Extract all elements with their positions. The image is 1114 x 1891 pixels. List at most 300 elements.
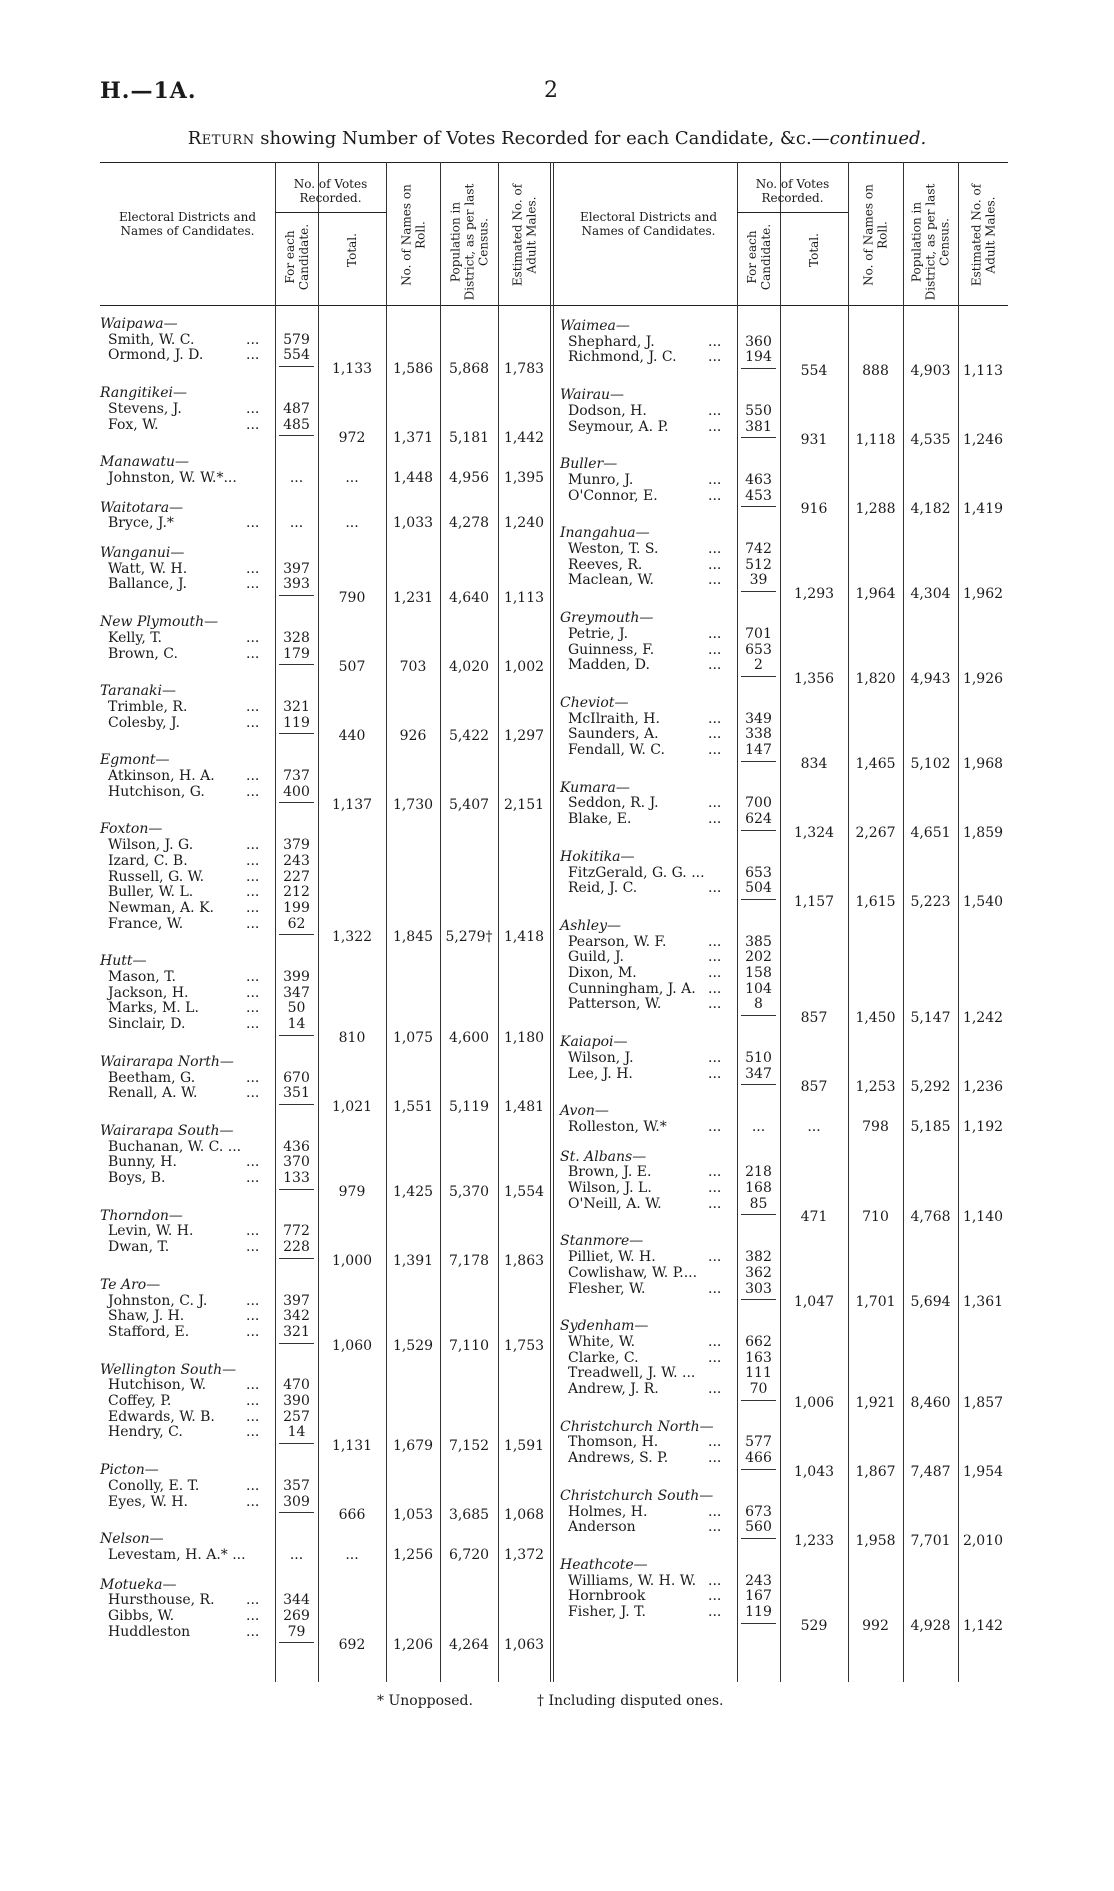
district-total: 529 — [800, 1617, 828, 1634]
names-on-roll: 1,206 — [392, 1637, 434, 1654]
names-on-roll: 1,253 — [855, 1079, 896, 1096]
candidate-votes: ... — [751, 1118, 766, 1135]
district-name: Cheviot— — [560, 694, 629, 711]
district-total: 857 — [800, 1010, 828, 1027]
leader-dots: ... — [246, 837, 260, 854]
district-total: 471 — [800, 1209, 828, 1226]
candidate-votes: 504 — [745, 880, 772, 897]
candidate-name: Kelly, T. — [108, 629, 163, 646]
leader-dots: ... — [246, 698, 260, 715]
population: 5,694 — [910, 1294, 951, 1311]
adult-males: 1,859 — [962, 824, 1004, 841]
candidate-name: Levin, W. H. — [108, 1223, 194, 1240]
leader-dots: ... — [246, 1493, 260, 1510]
candidate-name: Cunningham, J. A. — [568, 980, 696, 997]
population: 4,304 — [910, 586, 951, 603]
district-name: Picton— — [100, 1462, 159, 1479]
leader-dots: ... — [246, 969, 260, 985]
table-center-divider — [550, 162, 551, 1682]
names-on-roll: 926 — [399, 728, 427, 745]
candidate-votes: 453 — [745, 487, 772, 504]
population: 4,768 — [910, 1209, 951, 1226]
leader-dots: ... — [708, 471, 722, 488]
leader-dots: ... — [708, 710, 722, 727]
names-on-roll: 1,231 — [392, 590, 434, 607]
candidate-votes: 202 — [745, 949, 772, 966]
candidate-name: Clarke, C. — [568, 1349, 639, 1366]
district-name: Egmont— — [100, 752, 170, 769]
district-total: 1,293 — [793, 586, 835, 603]
district-name: Christchurch North— — [560, 1418, 714, 1435]
leader-dots: ... — [708, 742, 722, 758]
population: 4,928 — [910, 1617, 951, 1634]
footnote-disputed: † Including disputed ones. — [537, 1693, 724, 1709]
candidate-votes: 257 — [283, 1408, 310, 1425]
candidate-name: Fendall, W. C. — [568, 742, 665, 758]
sum-rule — [741, 437, 776, 438]
leader-dots: ... — [246, 1608, 260, 1624]
district-total: 1,043 — [793, 1463, 835, 1480]
column-header-total: Total. — [345, 233, 359, 267]
district-total: 810 — [338, 1029, 366, 1046]
district-total: 1,021 — [331, 1098, 373, 1115]
district-name: Manawatu— — [100, 454, 190, 471]
candidate-name: Hornbrook — [568, 1588, 646, 1605]
candidate-votes: 321 — [283, 698, 310, 715]
district-name: Rangitikei— — [100, 385, 188, 402]
candidate-name: Johnston, C. J. — [108, 1292, 208, 1309]
population: 5,292 — [910, 1079, 951, 1096]
candidate-votes: 111 — [745, 1365, 772, 1382]
leader-dots: ... — [708, 1049, 722, 1066]
leader-dots: ... — [708, 1450, 722, 1467]
candidate-votes: 436 — [283, 1138, 310, 1155]
leader-dots: ... — [708, 1280, 722, 1297]
leader-dots: ... — [708, 1164, 722, 1181]
district-name: Hokitika— — [560, 848, 635, 865]
candidate-name: Hendry, C. — [108, 1424, 183, 1441]
candidate-votes: 2 — [754, 657, 763, 674]
candidate-name: Johnston, W. W.*... — [108, 469, 237, 486]
candidate-name: Brown, C. — [108, 645, 178, 662]
candidate-votes: 218 — [745, 1164, 772, 1181]
leader-dots: ... — [708, 657, 722, 674]
candidate-name: Smith, W. C. — [108, 331, 195, 348]
names-on-roll: 1,053 — [392, 1507, 434, 1524]
candidate-name: Pearson, W. F. — [568, 933, 667, 950]
leader-dots: ... — [708, 965, 722, 981]
candidate-name: Dwan, T. — [108, 1239, 170, 1256]
column-header-each: For each Candidate. — [744, 223, 773, 291]
sum-rule — [741, 899, 776, 900]
district-name: Wairarapa North— — [100, 1053, 234, 1070]
names-on-roll: 1,371 — [392, 430, 434, 447]
adult-males: 1,063 — [503, 1637, 545, 1654]
adult-males: 1,142 — [962, 1617, 1004, 1634]
leader-dots: ... — [708, 1349, 722, 1366]
candidate-votes: 347 — [745, 1065, 772, 1082]
candidate-votes: ... — [289, 469, 304, 486]
leader-dots: ... — [708, 1434, 722, 1451]
candidate-votes: 243 — [745, 1572, 772, 1589]
names-on-roll: 1,679 — [392, 1438, 434, 1455]
leader-dots: ... — [708, 1519, 722, 1536]
names-on-roll: 1,551 — [392, 1098, 434, 1115]
names-on-roll: 1,075 — [392, 1029, 434, 1046]
candidate-votes: 700 — [745, 795, 772, 812]
leader-dots: ... — [246, 416, 260, 433]
candidate-votes: 163 — [745, 1349, 772, 1366]
leader-dots: ... — [708, 1588, 722, 1605]
adult-males: 1,418 — [503, 929, 545, 946]
candidate-name: Anderson — [568, 1519, 636, 1536]
district-total: 1,006 — [793, 1394, 835, 1411]
sum-rule — [279, 1443, 314, 1444]
candidate-name: White, W. — [568, 1333, 636, 1350]
adult-males: 1,591 — [503, 1438, 545, 1455]
candidate-name: Seymour, A. P. — [568, 418, 669, 435]
candidate-name: Patterson, W. — [568, 996, 662, 1013]
population: 5,147 — [910, 1010, 951, 1027]
column-header-males: Estimated No. of Adult Males. — [510, 183, 538, 286]
candidate-votes: 360 — [745, 333, 772, 350]
candidate-votes: 379 — [283, 837, 310, 854]
candidate-votes: 466 — [745, 1450, 772, 1467]
candidate-votes: 485 — [283, 416, 310, 433]
sum-rule — [279, 1343, 314, 1344]
candidate-name: Reeves, R. — [568, 556, 643, 573]
names-on-roll: 1,701 — [855, 1294, 896, 1311]
adult-males: 1,962 — [962, 586, 1004, 603]
leader-dots: ... — [708, 795, 722, 812]
candidate-name: Levestam, H. A.* ... — [108, 1546, 246, 1563]
candidate-votes: 560 — [745, 1519, 772, 1536]
leader-dots: ... — [246, 1223, 260, 1240]
candidate-votes: 463 — [745, 471, 772, 488]
district-name: Foxton— — [100, 821, 163, 838]
candidate-votes: 119 — [283, 714, 310, 731]
candidate-name: Fox, W. — [108, 416, 159, 433]
population: 4,651 — [910, 824, 951, 841]
candidate-name: Hutchison, G. — [108, 783, 205, 800]
population: 4,182 — [910, 501, 951, 518]
district-total: ... — [807, 1118, 821, 1135]
sum-rule — [279, 1512, 314, 1513]
table-col-divider — [848, 162, 849, 1682]
district-total: 692 — [338, 1637, 366, 1654]
district-name: St. Albans— — [560, 1148, 647, 1165]
sum-rule — [741, 1400, 776, 1401]
candidate-votes: 85 — [749, 1195, 768, 1212]
sum-rule — [741, 506, 776, 507]
sum-rule — [741, 830, 776, 831]
population: 4,020 — [448, 659, 490, 676]
population: 5,119 — [448, 1098, 490, 1115]
district-name: Kumara— — [560, 779, 630, 796]
candidate-name: Dodson, H. — [568, 402, 647, 419]
candidate-name: Buchanan, W. C. ... — [108, 1138, 242, 1155]
district-name: Waitotara— — [100, 499, 184, 516]
names-on-roll: 2,267 — [855, 824, 896, 841]
candidate-name: Andrew, J. R. — [568, 1381, 659, 1397]
names-on-roll: 1,867 — [855, 1463, 896, 1480]
candidate-votes: 344 — [283, 1592, 310, 1609]
sum-rule — [741, 591, 776, 592]
candidate-name: Atkinson, H. A. — [108, 768, 215, 784]
candidate-votes: 577 — [745, 1434, 772, 1451]
leader-dots: ... — [708, 949, 722, 966]
candidate-name: Boys, B. — [108, 1170, 166, 1186]
candidate-name: Renall, A. W. — [108, 1085, 198, 1102]
candidate-name: Huddleston — [108, 1623, 191, 1640]
candidate-name: Edwards, W. B. — [108, 1408, 215, 1425]
candidate-votes: 119 — [745, 1604, 772, 1620]
leader-dots: ... — [246, 1239, 260, 1256]
candidate-name: Blake, E. — [568, 811, 632, 828]
district-name: Kaiapoi— — [560, 1034, 628, 1051]
candidate-name: Shaw, J. H. — [108, 1308, 185, 1325]
candidate-name: Trimble, R. — [108, 698, 188, 715]
candidate-votes: 158 — [745, 965, 772, 981]
sum-rule — [279, 733, 314, 734]
leader-dots: ... — [708, 418, 722, 435]
candidate-name: Cowlishaw, W. P.... — [568, 1264, 698, 1281]
sum-rule — [741, 1538, 776, 1539]
candidate-votes: 309 — [283, 1493, 310, 1510]
candidate-votes: 133 — [283, 1170, 310, 1186]
population: 4,535 — [910, 432, 951, 449]
population: 4,956 — [448, 469, 490, 486]
adult-males: 1,863 — [503, 1252, 545, 1269]
population: 7,701 — [910, 1532, 951, 1549]
sum-rule — [279, 1642, 314, 1643]
sum-rule — [741, 368, 776, 369]
candidate-votes: 370 — [283, 1154, 310, 1171]
leader-dots: ... — [708, 1249, 722, 1266]
population: 5,102 — [910, 755, 951, 772]
candidate-name: Beetham, G. — [108, 1069, 196, 1086]
population: 6,720 — [448, 1546, 490, 1563]
candidate-votes: 470 — [283, 1377, 310, 1394]
district-total: ... — [345, 515, 359, 532]
adult-males: 1,113 — [503, 590, 545, 607]
district-total: 1,356 — [793, 670, 835, 687]
candidate-name: Holmes, H. — [568, 1503, 648, 1520]
district-name: Waipawa— — [100, 316, 178, 332]
adult-males: 1,242 — [962, 1010, 1004, 1027]
leader-dots: ... — [246, 1069, 260, 1086]
table-head-rule — [100, 305, 1008, 306]
candidate-name: Izard, C. B. — [108, 852, 188, 869]
adult-males: 1,068 — [503, 1507, 545, 1524]
names-on-roll: 710 — [862, 1209, 889, 1226]
candidate-votes: 338 — [745, 726, 772, 743]
district-name: Waimea— — [560, 318, 630, 334]
leader-dots: ... — [708, 572, 722, 589]
candidate-votes: 357 — [283, 1477, 310, 1494]
district-name: Avon— — [560, 1103, 609, 1120]
names-on-roll: 992 — [862, 1617, 889, 1634]
candidate-votes: 179 — [283, 645, 310, 662]
district-name: Heathcote— — [560, 1556, 648, 1573]
population: 3,685 — [448, 1507, 490, 1524]
district-total: 1,324 — [793, 824, 835, 841]
candidate-votes: 381 — [745, 418, 772, 435]
candidate-name: Mason, T. — [108, 969, 176, 985]
candidate-votes: 400 — [283, 783, 310, 800]
district-name: Buller— — [560, 456, 618, 473]
sum-rule — [741, 1469, 776, 1470]
sum-rule — [279, 366, 314, 367]
district-total: 554 — [800, 363, 828, 380]
candidate-votes: 39 — [749, 572, 768, 589]
candidate-name: Saunders, A. — [568, 726, 659, 743]
district-total: 1,322 — [331, 929, 373, 946]
sum-rule — [279, 1189, 314, 1190]
leader-dots: ... — [246, 1377, 260, 1394]
population: 5,868 — [448, 361, 490, 378]
leader-dots: ... — [246, 1323, 260, 1340]
leader-dots: ... — [246, 1292, 260, 1309]
population: 4,903 — [910, 363, 951, 380]
candidate-name: Bryce, J.* — [108, 515, 174, 532]
sum-rule — [279, 802, 314, 803]
candidate-name: Munro, J. — [568, 471, 634, 488]
leader-dots: ... — [246, 1170, 260, 1186]
population: 7,152 — [448, 1438, 490, 1455]
leader-dots: ... — [246, 984, 260, 1001]
candidate-votes: 328 — [283, 629, 310, 646]
names-on-roll: 1,921 — [855, 1394, 896, 1411]
candidate-votes: 399 — [283, 969, 310, 985]
column-header-votes: No. of Votes Recorded. — [755, 177, 830, 205]
candidate-name: Andrews, S. P. — [568, 1450, 669, 1467]
votes-group-rule — [737, 212, 848, 213]
adult-males: 1,783 — [503, 361, 545, 378]
candidate-name: O'Connor, E. — [568, 487, 658, 504]
district-name: Thorndon— — [100, 1207, 183, 1224]
sum-rule — [279, 1035, 314, 1036]
candidate-votes: 342 — [283, 1308, 310, 1325]
candidate-votes: 390 — [283, 1393, 310, 1409]
candidate-votes: 347 — [283, 984, 310, 1001]
candidate-name: Newman, A. K. — [108, 899, 214, 916]
candidate-votes: 624 — [745, 811, 772, 828]
candidate-name: Coffey, P. — [108, 1393, 172, 1409]
candidate-votes: 579 — [283, 331, 310, 348]
leader-dots: ... — [708, 402, 722, 419]
candidate-votes: 742 — [745, 541, 772, 557]
district-name: Hutt— — [100, 953, 147, 970]
leader-dots: ... — [246, 331, 260, 348]
candidate-name: Eyes, W. H. — [108, 1493, 189, 1510]
leader-dots: ... — [708, 1118, 722, 1135]
candidate-votes: 382 — [745, 1249, 772, 1266]
district-total: 1,233 — [793, 1532, 835, 1549]
names-on-roll: 1,964 — [855, 586, 896, 603]
leader-dots: ... — [246, 1477, 260, 1494]
leader-dots: ... — [708, 880, 722, 897]
leader-dots: ... — [708, 349, 722, 366]
district-total: ... — [345, 469, 359, 486]
candidate-votes: ... — [289, 1546, 304, 1563]
district-name: Wellington South— — [100, 1361, 237, 1378]
candidate-votes: 397 — [283, 1292, 310, 1309]
population: 5,181 — [448, 430, 490, 447]
candidate-name: Stevens, J. — [108, 400, 182, 417]
column-header-district: Electoral Districts and Names of Candidates. — [118, 210, 257, 238]
footnote-unopposed: * Unopposed. — [377, 1693, 473, 1709]
leader-dots: ... — [246, 868, 260, 885]
candidate-votes: 701 — [745, 625, 772, 642]
candidate-name: Shephard, J. — [568, 333, 655, 350]
district-name: Ashley— — [560, 917, 621, 934]
column-header-population: Population in District, as per last Census. — [448, 183, 490, 300]
candidate-votes: 167 — [745, 1588, 772, 1605]
leader-dots: ... — [246, 1000, 260, 1017]
candidate-name: Williams, W. H. W. — [568, 1572, 697, 1589]
candidate-votes: 349 — [745, 710, 772, 727]
district-total: 931 — [800, 432, 828, 449]
adult-males: 1,361 — [962, 1294, 1004, 1311]
names-on-roll: 1,465 — [855, 755, 896, 772]
leader-dots: ... — [246, 347, 260, 364]
leader-dots: ... — [708, 811, 722, 828]
names-on-roll: 1,256 — [392, 1546, 434, 1563]
candidate-votes: 14 — [287, 1424, 306, 1441]
page-title: Return showing Number of Votes Recorded for each Candidate, &c.—continued. — [187, 128, 927, 149]
candidate-name: Russell, G. W. — [108, 868, 205, 885]
adult-males: 1,753 — [503, 1337, 545, 1354]
candidate-name: Colesby, J. — [108, 714, 180, 731]
candidate-name: Bunny, H. — [108, 1154, 177, 1171]
candidate-name: Reid, J. C. — [568, 880, 638, 897]
column-header-roll: No. of Names on Roll. — [861, 183, 890, 286]
candidate-name: Marks, M. L. — [108, 1000, 199, 1017]
candidate-votes: 737 — [283, 768, 310, 784]
adult-males: 1,240 — [503, 515, 545, 532]
district-total: 1,131 — [331, 1438, 373, 1455]
candidate-votes: 351 — [283, 1085, 310, 1102]
candidate-votes: 385 — [745, 933, 772, 950]
names-on-roll: 1,288 — [855, 501, 896, 518]
adult-males: 1,246 — [962, 432, 1004, 449]
adult-males: 1,113 — [962, 363, 1004, 380]
column-header-population: Population in District, as per last Census. — [909, 183, 952, 300]
candidate-name: O'Neill, A. W. — [568, 1195, 662, 1212]
population: 5,370 — [448, 1183, 490, 1200]
adult-males: 1,481 — [503, 1098, 545, 1115]
candidate-name: Watt, W. H. — [108, 560, 188, 577]
leader-dots: ... — [246, 783, 260, 800]
leader-dots: ... — [246, 852, 260, 869]
candidate-votes: 14 — [287, 1016, 306, 1033]
candidate-votes: 8 — [754, 996, 763, 1013]
candidate-votes: 79 — [287, 1623, 306, 1640]
district-total: 1,000 — [331, 1252, 373, 1269]
candidate-name: Ballance, J. — [108, 576, 187, 593]
district-total: 440 — [338, 728, 366, 745]
candidate-name: Guinness, F. — [568, 641, 655, 658]
population: 5,407 — [448, 797, 490, 814]
population: 7,110 — [448, 1337, 490, 1354]
leader-dots: ... — [246, 1408, 260, 1425]
candidate-votes: 243 — [283, 852, 310, 869]
sum-rule — [741, 1214, 776, 1215]
population: 7,487 — [910, 1463, 951, 1480]
leader-dots: ... — [708, 625, 722, 642]
candidate-name: Hutchison, W. — [108, 1377, 207, 1394]
